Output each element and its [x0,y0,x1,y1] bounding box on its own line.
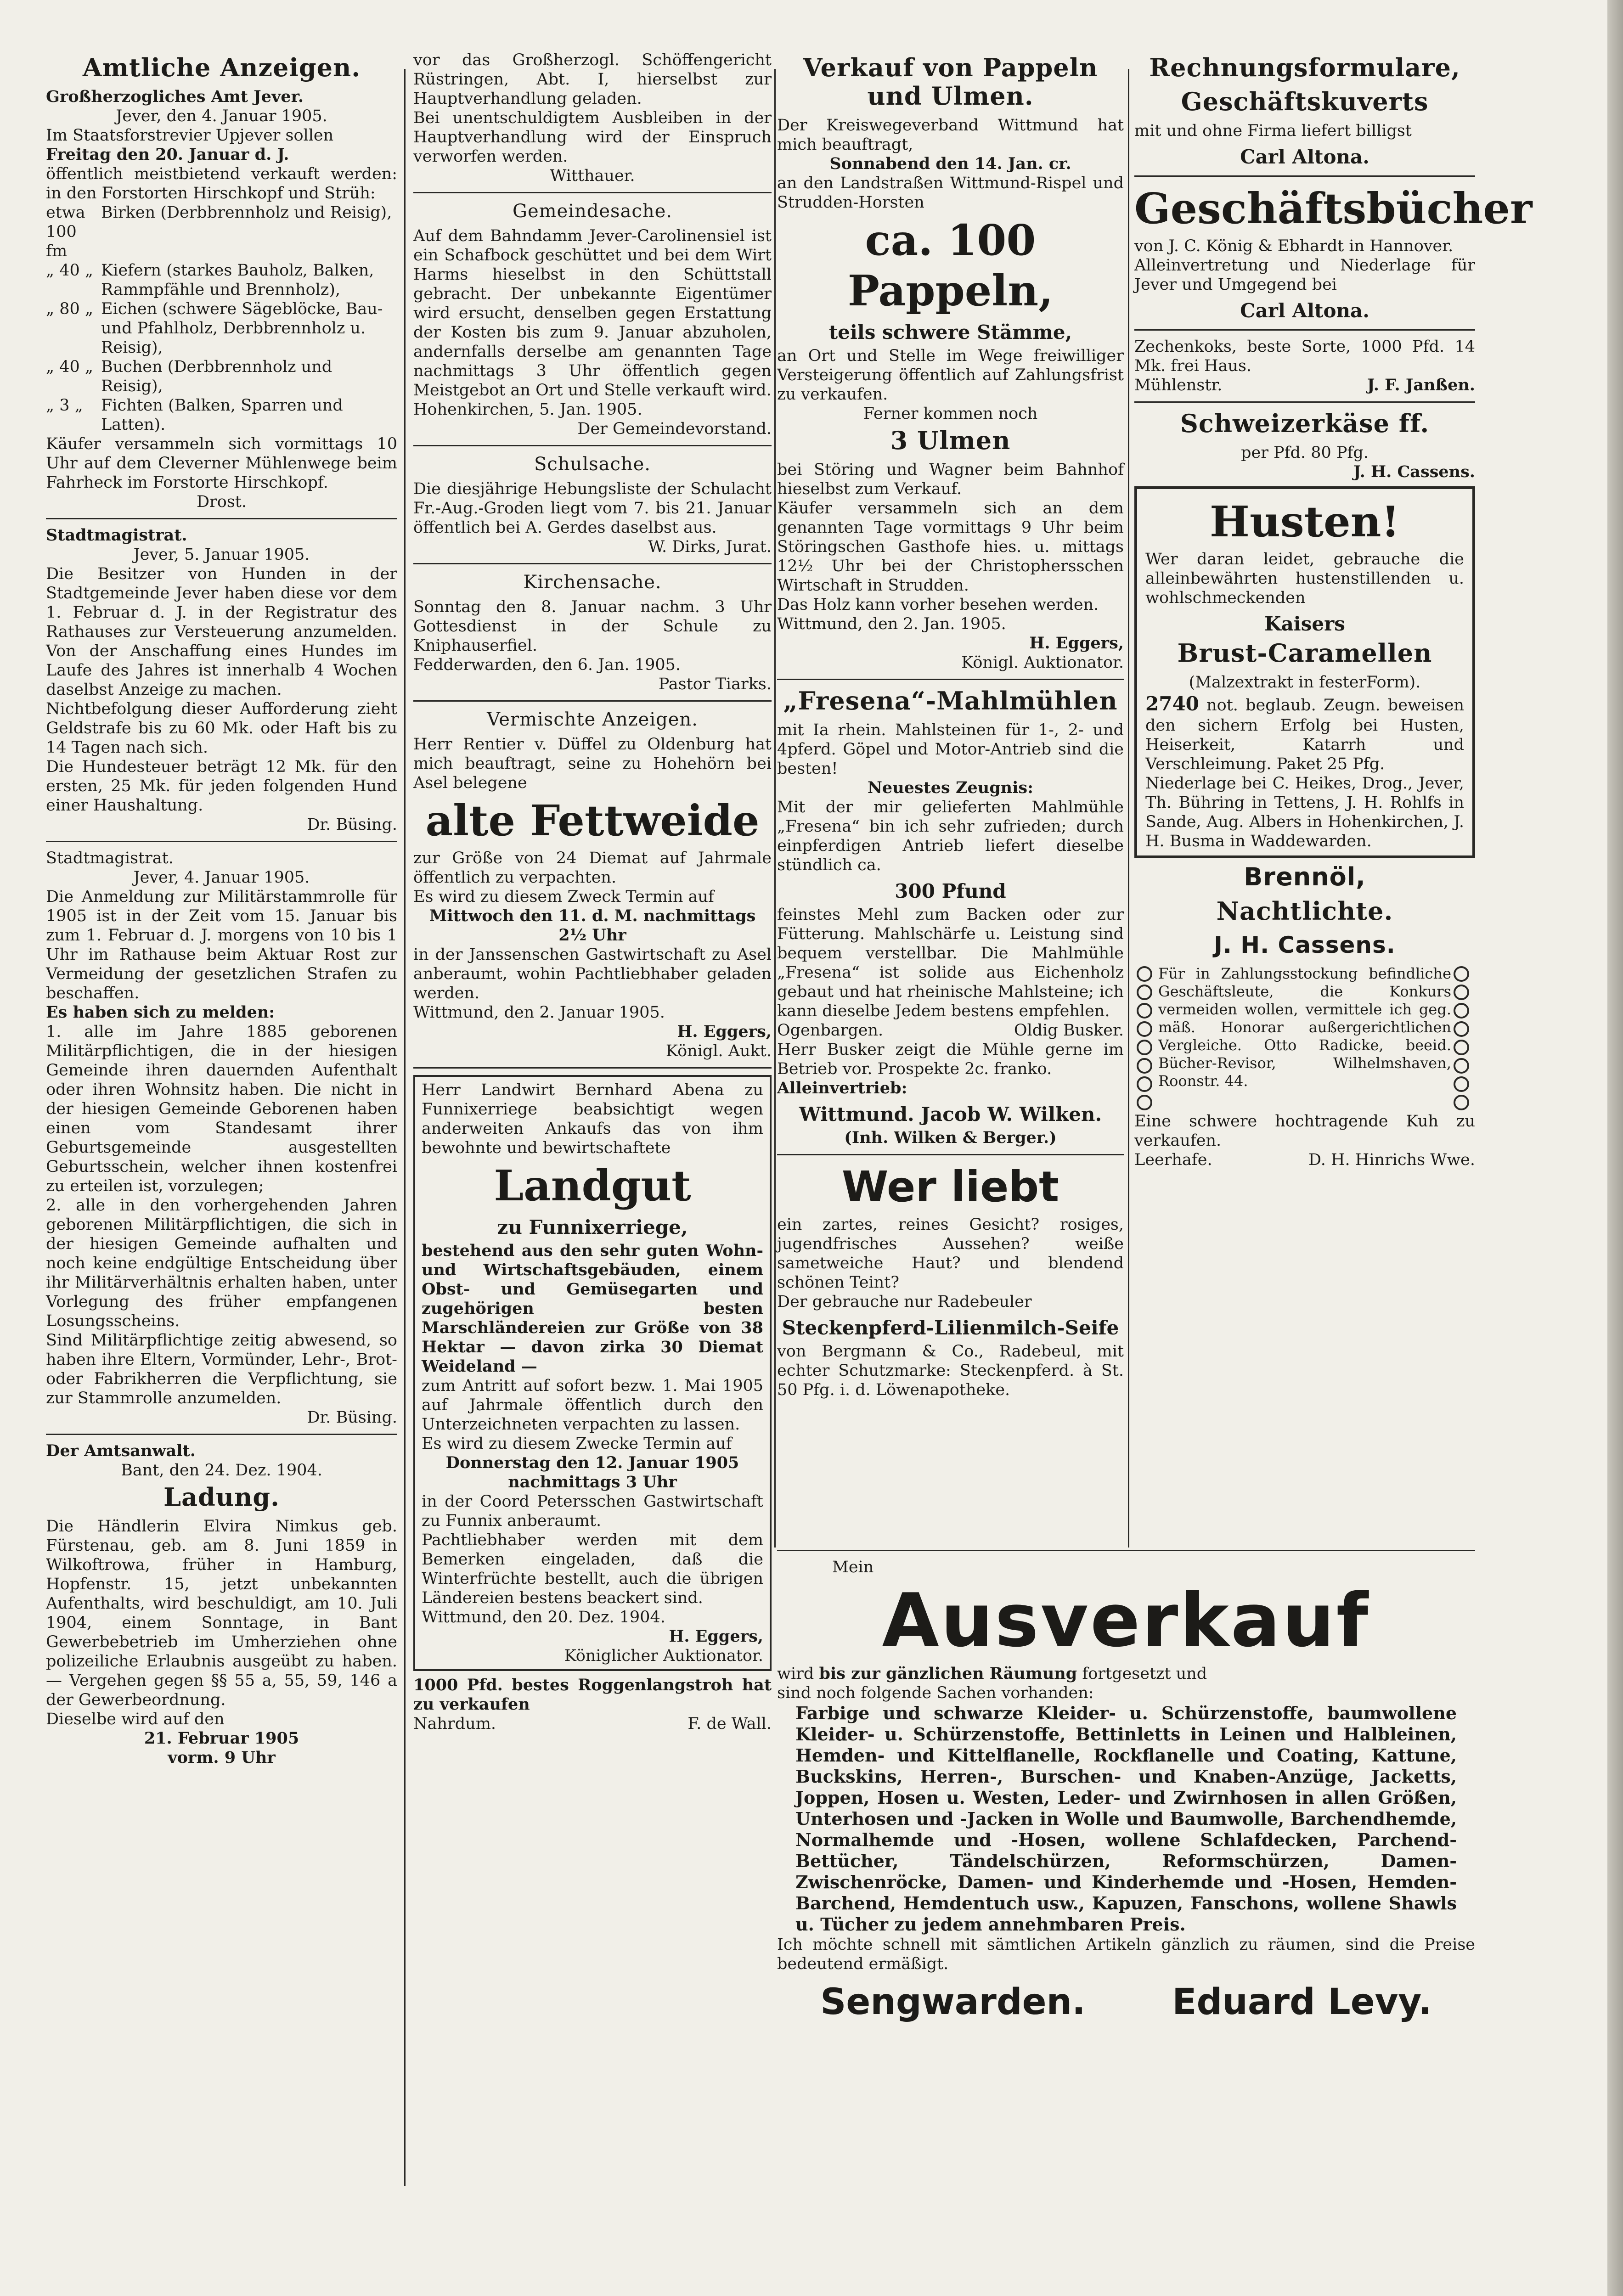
signature: H. Eggers, [677,1022,772,1041]
date: Wittmund, den 2. Jan. 1905. [777,615,1006,633]
divider [777,679,1124,680]
text: Herr Rentier v. Düffel zu Oldenburg hat mich beauftragt, seine zu Hohehörn bei Asel belegene [413,735,772,792]
text: Die Besitzer von Hunden in der Stadtgemeinde Jever haben diese vor dem 1. Februar d. J. in der Registratur des Rathauses zur Versteuerung anzumelden. Von der Anschaffung eines Hundes im Laufe des Jahres ist innerhalb 4 Wochen daselbst Anzeige zu machen. [46,565,397,699]
wood-text: Fichten (Balken, Sparren und Latten). [101,396,343,434]
text: Der Kreiswegeverband Wittmund hat mich beauftragt, [777,116,1124,154]
text-bold: Mittwoch den 11. d. M. nachmittags 2½ Uhr [429,906,756,945]
ring-ornament [1454,1040,1469,1055]
text: per Pfd. 80 Pfg. [1241,444,1369,462]
text: Im Staatsforstrevier Upjever sollen [46,126,334,145]
wood-text: Eichen (schwere Sägeblöcke, Bau- und Pfahlholz, Derbbrennholz u. Reisig), [101,300,383,357]
text: Sind Militärpflichtige zeitig abwesend, so haben ihre Eltern, Vormünder, Lehr-, Brot- oder Fabrikherren die Verpflichtung, sie zur Stammrolle anzumelden. [46,1331,397,1407]
text: Auf dem Bahndamm Jever-Carolinensiel ist ein Schafbock geschüttet und bei dem Wirt Harms hieselbst in den Schüttstall gebracht. Der unbekannte Eigentümer wird ersucht, denselben gegen Erstattung der Kosten bis zum 9. Januar abzuholen, andernfalls derselbe am genannten Tage nachmittags 3 Uhr öffentlich gegen Meistgebot an Ort und Stelle verkauft wird. [413,227,772,400]
column-rule [774,69,776,1548]
ring-ornament [1454,1003,1469,1019]
text: in der Janssenschen Gastwirtschaft zu Asel anberaumt, wohin Pachtliebhaber geladen werden. [413,945,772,1002]
mein: Mein [832,1558,874,1576]
merchant-name: Eduard Levy. [1172,1981,1432,2023]
wood-item [46,203,397,261]
text: Käufer versammeln sich an dem genannten Tage vormittags 9 Uhr beim Störingschen Gasthofe hies. u. mittags 12½ Uhr bei der Christophersschen Wirtschaft in Strudden. [777,499,1124,595]
text-bold: bestehend aus den sehr guten Wohn- und Wirtschaftsgebäuden, einem Obst- und Gemüsegarten und zugehörigen besten Marschländereien zur Größe von 38 Hektar — davon zirka 30 Diemat Weideland — [422,1241,763,1376]
text: Alleinvertretung und Niederlage für Jever und Umgegend bei [1134,256,1475,294]
heading-ulmen: 3 Ulmen [890,426,1011,455]
divider [413,445,772,446]
signature: Königl. Auktionator. [961,653,1124,672]
landgut-place: zu Funnixerriege, [497,1216,688,1238]
text: Eine schwere hochtragende Kuh zu verkaufen. [1134,1112,1475,1150]
signature: Oldig Busker. [1014,1021,1124,1040]
text: 2. alle in den vorhergehenden Jahren geborenen Militärpflichtigen, die sich in der hiesigen Gemeinde aufhalten und noch keine endgültige Entscheidung über ihr Militärverhältnis erhalten haben, unter Vorlegung des früher empfangenen Losungsscheins. [46,1196,397,1330]
signature: Drost. [196,493,247,511]
ring-border-box [1134,965,1475,1112]
heading-stadtmagistrat: Stadtmagistrat. [46,849,174,867]
signature-row [1134,376,1475,395]
wood-list [46,203,397,434]
signature: H. Eggers, [669,1627,763,1646]
text: mit Ia rhein. Mahlsteinen für 1-, 2- und 4pferd. Göpel und Motor-Antrieb sind die besten! [777,721,1124,778]
text: bei Störing und Wagner beim Bahnhof hieselbst zum Verkauf. [777,461,1124,498]
text-bold: Donnerstag den 12. Januar 1905 nachmittags 3 Uhr [445,1453,739,1491]
heading-stamme: teils schwere Stämme, [828,321,1072,343]
text: Ferner kommen noch [863,405,1038,423]
divider [777,1550,1475,1551]
divider [777,1154,1124,1155]
signature: Dr. Büsing. [307,1408,397,1427]
ring-ornament [1137,966,1152,982]
text-bold: 1000 Pfd. bestes Roggenlangstroh hat zu verkaufen [413,1676,772,1714]
date: Bant, den 24. Dez. 1904. [121,1461,322,1480]
wood-text: Buchen (Derbbrennholz und Reisig), [101,358,332,395]
wood-item [46,357,397,396]
text: Es wird zu diesem Zweck Termin auf [413,888,714,906]
signature: Dr. Büsing. [307,816,397,834]
text-bold: Freitag den 20. Januar d. J. [46,145,289,164]
ring-ornament [1454,1021,1469,1037]
text: 1. alle im Jahre 1885 geborenen Militärpflichtigen, die in der hiesigen Gemeinde ihren dauernden Aufenthalt oder ihren Wohnsitz haben. Die nicht in der hiesigen Gemeinde Geborenen haben einen vom Standesamt ihrer Geburtsgemeinde ausgestellten Geburtsschein, welcher ihnen kostenfrei zu erteilen ist, vorzulegen; [46,1023,397,1195]
text: Für in Zahlungsstockung befindliche Geschäftsleute, die Konkurs vermeiden wollen, vermittele ich geg. mäß. Honorar außergerichtlichen Vergleiche. Otto Radicke, beeid. Bücher-Revisor, Wilhelmshaven, Roonstr. 44. [1158,965,1451,1090]
ring-ornament [1137,1076,1152,1092]
zeugnis-count: 2740 [1145,692,1199,715]
place: Leerhafe. [1134,1151,1212,1169]
heading-stadtmagistrat: Stadtmagistrat. [46,526,187,545]
heading-100-pappeln: ca. 100 Pappeln, [847,215,1054,315]
divider [413,192,772,193]
divider [46,1434,397,1435]
heading-schweizerkaese: Schweizerkäse ff. [1180,409,1430,438]
text: Die diesjährige Hebungsliste der Schulacht Fr.-Aug.-Groden liegt vom 7. bis 21. Januar öffentlich bei A. Gerdes daselbst aus. [413,480,772,537]
divider [46,518,397,519]
heading-vermischte: Vermischte Anzeigen. [487,709,698,730]
signature: Königlicher Auktionator. [564,1647,763,1665]
date: Hohenkirchen, 5. Jan. 1905. [413,400,642,419]
heading-seife: Steckenpferd-Lilienmilch-Seife [782,1317,1119,1339]
column-4 [1134,51,1533,1548]
text: feinstes Mehl zum Backen oder zur Fütterung. Mahlschärfe u. Leistung sind bequem verstellbar. Die Mahlmühle „Fresena“ ist solide aus Eichenholz gebaut und hat rheinische Mahlsteine; ich kann dieselbe Jedem bestens empfehlen. [777,906,1124,1020]
text: Niederlage bei C. Heikes, Drog., Jever, Th. Bühring in Tettens, J. H. Rohlfs in Sande, Aug. Albers in Hohenkirchen, J. H. Busma in Waddewarden. [1145,774,1464,850]
signature-row [777,1981,1475,2023]
text: Dieselbe wird auf den [46,1710,225,1728]
heading-wer-liebt: Wer liebt [841,1162,1059,1211]
items-list: Farbige und schwarze Kleider- u. Schürzenstoffe, baumwollene Kleider- u. Schürzenstoffe, Bettinletts in Leinen und Halbleinen, Hemden- und Kittelflanelle, Rockflanelle und Coating, Kattune, Buckskins, Herren-, Burschen- und Knaben-Anzüge, Jacketts, Joppen, Hosen u. Westen, Leder- und Zwirnhosen in allen Größen, Unterhosen und -Jacken in Wolle und Baumwolle, Barchendhemde, Normalhemde und -Hosen, wollene Schlafdecken, Parchend-Bettücher, Tändelschürzen, Reformschürzen, Damen-Zwischenröcke, Damen- und Kinderhemde und -Hosen, Hemden-Barchend, Hemdentuch usw., Kapuzen, Fanschons, wollene Shawls u. Tücher zu jedem annehmbaren Preis. [795,1703,1457,1935]
text: Sonntag den 8. Januar nachm. 3 Uhr Gottesdienst in der Schule zu Kniphauserfiel. [413,598,772,655]
ring-ornament [1137,1021,1152,1037]
ring-ornament [1137,1095,1152,1110]
ring-ornament [1454,1076,1469,1092]
signature: Pastor Tiarks. [658,675,772,693]
heading-fettweide: alte Fettweide [425,796,760,845]
wood-text: Kiefern (starkes Bauholz, Balken, Rammpfähle und Brennholz), [101,261,374,299]
text: Ich möchte schnell mit sämtlichen Artikeln gänzlich zu räumen, sind die Preise bedeutend ermäßigt. [777,1936,1475,1973]
ring-ornament [1137,1040,1152,1055]
divider [1134,329,1475,331]
altona: Carl Altona. [1240,299,1369,322]
text: Nichtbefolgung dieser Aufforderung zieht Geldstrafe bis zu 60 Mk. oder Haft bis zu 14 Tagen nach sich. [46,700,397,757]
text: Wer daran leidet, gebrauche die alleinbewährten hustenstillenden u. wohlschmeckenden [1145,550,1464,607]
heading-rechnungsformulare: Rechnungsformulare, [1149,53,1460,82]
divider [1134,175,1475,177]
ring-ornament [1137,985,1152,1000]
text-bold: Alleinvertrieb: [777,1079,907,1097]
text: in der Coord Petersschen Gastwirtschaft zu Funnix anberaumt. [422,1492,763,1530]
column-1 [46,51,397,2296]
text-bold: 21. Februar 1905 [144,1729,299,1748]
text: Die Hundesteuer beträgt 12 Mk. für den ersten, 25 Mk. für jeden folgenden Hund einer Haushaltung. [46,758,397,815]
wood-item [46,396,397,434]
text-bold: bis zur gänzlichen Räumung [819,1664,1077,1683]
altona: Carl Altona. [1240,146,1369,168]
heading-brennoel: Brennöl, [1244,862,1366,891]
place: Mühlenstr. [1134,376,1223,394]
text: (Malzextrakt in festerForm). [1189,673,1421,692]
signature-row [413,1714,772,1733]
ring-ornament [1454,1058,1469,1074]
text: not. beglaub. Zeugn. beweisen den sichern Erfolg bei Husten, Heiserkeit, Katarrh und Verschleimung. Paket 25 Pfg. [1145,696,1464,773]
signature: J. F. Janßen. [1367,376,1475,394]
cassens: J. H. Cassens. [1214,932,1396,958]
ring-ornament [1454,1095,1469,1110]
heading-kirchensache: Kirchensache. [523,572,662,593]
ring-border-right [1451,965,1475,1112]
text: Das Holz kann vorher besehen werden. [777,596,1099,614]
divider [413,1067,772,1069]
signature-row [1134,1150,1475,1170]
husten-box [1134,486,1475,858]
text: wird [777,1665,814,1683]
date: Wittmund, den 20. Dez. 1904. [422,1608,665,1626]
text: Zechenkoks, beste Sorte, 1000 Pfd. 14 Mk. frei Haus. [1134,338,1475,375]
text: vor das Großherzogl. Schöffengericht Rüstringen, Abt. I, hierselbst zur Hauptverhandlung geladen. [413,51,772,108]
ring-ornament [1454,966,1469,982]
text: von J. C. König & Ebhardt in Hannover. [1134,237,1454,255]
text: Die Anmeldung zur Militärstammrolle für 1905 ist in der Zeit vom 15. Januar bis zum 1. Februar d. J. morgens von 10 bis 1 Uhr im Rathause beim Aktuar Rost zur Vermeidung der gesetzlichen Strafen zu beschaffen. [46,888,397,1002]
column-3 [777,51,1124,1548]
signature: H. Eggers, [1029,634,1124,653]
text-bold: Es haben sich zu melden: [46,1003,275,1022]
signature: W. Dirks, Jurat. [648,538,772,556]
page-edge [1607,0,1623,2296]
text: öffentlich meistbietend verkauft werden: in den Forstorten Hirschkopf und Strüh: [46,165,397,203]
signature: Der Gemeindevorstand. [577,420,772,438]
wood-qty: etwa 100 fm [46,203,85,260]
heading-pappeln: Verkauf von Pappeln und Ulmen. [803,53,1098,111]
date: Jever, 4. Januar 1905. [133,868,310,887]
text: Mit der mir gelieferten Mahlmühle „Fresena“ bin ich sehr zufrieden; durch einpferdigen Antrieb liefert dieselbe stündlich ca. [777,798,1124,874]
text: zum Antritt auf sofort bezw. 1. Mai 1905 auf Jahrmale öffentlich durch den Unterzeichneten verpachten zu lassen. [422,1377,763,1434]
text: sind noch folgende Sachen vorhanden: [777,1684,1094,1702]
divider [413,700,772,702]
divider [46,841,397,842]
text: Herr Busker zeigt die Mühle gerne im Betrieb vor. Prospekte 2c. franko. [777,1041,1124,1078]
kaisers: Kaisers [1264,613,1345,635]
text [1145,692,1464,774]
text-bold: vorm. 9 Uhr [168,1748,276,1767]
text: zur Größe von 24 Diemat auf Jahrmale öffentlich zu verpachten. [413,849,772,887]
heading-nachtlichte: Nachtlichte. [1216,896,1393,926]
date: Fedderwarden, den 6. Jan. 1905. [413,656,681,674]
text: von Bergmann & Co., Radebeul, mit echter Schutzmarke: Steckenpferd. à St. 50 Pfg. i. d. Löwenapotheke. [777,1342,1124,1399]
signature-row [777,1021,1124,1040]
text: fortgesetzt und [1082,1665,1207,1683]
wood-qty: „ 3 „ [46,396,83,415]
ring-border-left [1134,965,1158,1112]
date: Jever, den 4. Januar 1905. [116,107,327,125]
heading-ausverkauf: Ausverkauf [882,1577,1370,1663]
column-2 [413,51,772,2296]
heading-amtsanwalt: Der Amtsanwalt. [46,1441,196,1460]
text-bold: Sonnabend den 14. Jan. cr. [829,154,1071,173]
text [777,1664,1475,1683]
heading-ladung: Ladung. [163,1482,280,1512]
column-rule [404,69,406,2186]
ring-ornament [1137,1003,1152,1019]
place: Nahrdum. [413,1715,496,1733]
wood-qty: „ 80 „ [46,300,94,318]
signature: F. de Wall. [688,1715,772,1733]
heading-geschaeftskuverts: Geschäftskuverts [1181,87,1429,116]
heading-schulsache: Schulsache. [534,454,651,475]
wood-text: Birken (Derbbrennholz und Reisig), [101,203,392,222]
wood-qty: „ 40 „ [46,358,94,376]
amt-jever: Großherzogliches Amt Jever. [46,87,304,106]
column-rule [1128,69,1129,1548]
ring-ornament [1454,985,1469,1000]
place: Sengwarden. [820,1981,1086,2023]
text: Die Händlerin Elvira Nimkus geb. Fürstenau, geb. am 8. Juni 1859 in Wilkoftrowa, früher in Hamburg, Hopfenstr. 15, jetzt unbekannten Aufenthalts, wird beschuldigt, am 10. Juli 1904, einem Sonntage, in Bant Gewerbebetrieb im Umherziehen ohne polizeiliche Erlaubnis ausgeübt zu haben. — Vergehen gegen §§ 55 a, 55, 59, 146 a der Gewerbeordnung. [46,1517,397,1709]
heading-amtliche: Amtliche Anzeigen. [82,53,361,82]
text: an Ort und Stelle im Wege freiwilliger Versteigerung öffentlich auf Zahlungsfrist zu verkaufen. [777,347,1124,404]
text: Es wird zu diesem Zwecke Termin auf [422,1435,732,1453]
date: Jever, 5. Januar 1905. [133,546,310,564]
wilken: Wittmund. Jacob W. Wilken. [799,1103,1102,1125]
signature: J. H. Cassens. [1353,462,1475,481]
landgut-box [413,1075,772,1671]
text: Bei unentschuldigtem Ausbleiben in der Hauptverhandlung wird der Einspruch verworfen werden. [413,109,772,166]
heading-brust-caramellen: Brust-Caramellen [1177,638,1432,668]
date: Wittmund, den 2. Januar 1905. [413,1003,665,1022]
heading-fresena: „Fresena“-Mahlmühlen [783,686,1118,715]
text: ein zartes, reines Gesicht? rosiges, jugendfrisches Aussehen? weiße sametweiche Haut? und blendend schönen Teint? [777,1216,1124,1292]
wood-item [46,299,397,357]
signature: D. H. Hinrichs Wwe. [1308,1151,1475,1169]
wood-qty: „ 40 „ [46,261,94,280]
text: Der gebrauche nur Radebeuler [777,1293,1032,1311]
heading-landgut: Landgut [494,1161,691,1210]
heading-geschaeftsbuecher: Geschäftsbücher [1134,184,1533,233]
heading-husten: Husten! [1210,497,1400,546]
text: an den Landstraßen Wittmund-Rispel und Strudden-Horsten [777,174,1124,212]
text-bold: Neuestes Zeugnis: [867,778,1034,797]
wood-item [46,261,397,299]
text: Pachtliebhaber werden mit dem Bemerken eingeladen, daß die Winterfrüchte bestellt, auch die übrigen Ländereien bestens beackert sind. [422,1531,763,1607]
ring-ornament [1137,1058,1152,1074]
ausverkauf-ad [777,1550,1475,2206]
place: Ogenbargen. [777,1021,884,1040]
heading-gemeindesache: Gemeindesache. [513,201,672,222]
text: Käufer versammeln sich vormittags 10 Uhr auf dem Cleverner Mühlenwege beim Fahrheck im Forstorte Hirschkopf. [46,435,397,492]
signature: Königl. Aukt. [665,1042,772,1060]
text: mit und ohne Firma liefert billigst [1134,122,1412,140]
signature: Witthauer. [550,167,635,185]
wilken-owner: (Inh. Wilken & Berger.) [844,1128,1057,1147]
divider [1134,401,1475,403]
text: Herr Landwirt Bernhard Abena zu Funnixerriege beabsichtigt wegen anderweiten Ankaufs das von ihm bewohnte und bewirtschaftete [422,1081,763,1157]
pfund: 300 Pfund [895,880,1006,902]
divider [413,563,772,564]
